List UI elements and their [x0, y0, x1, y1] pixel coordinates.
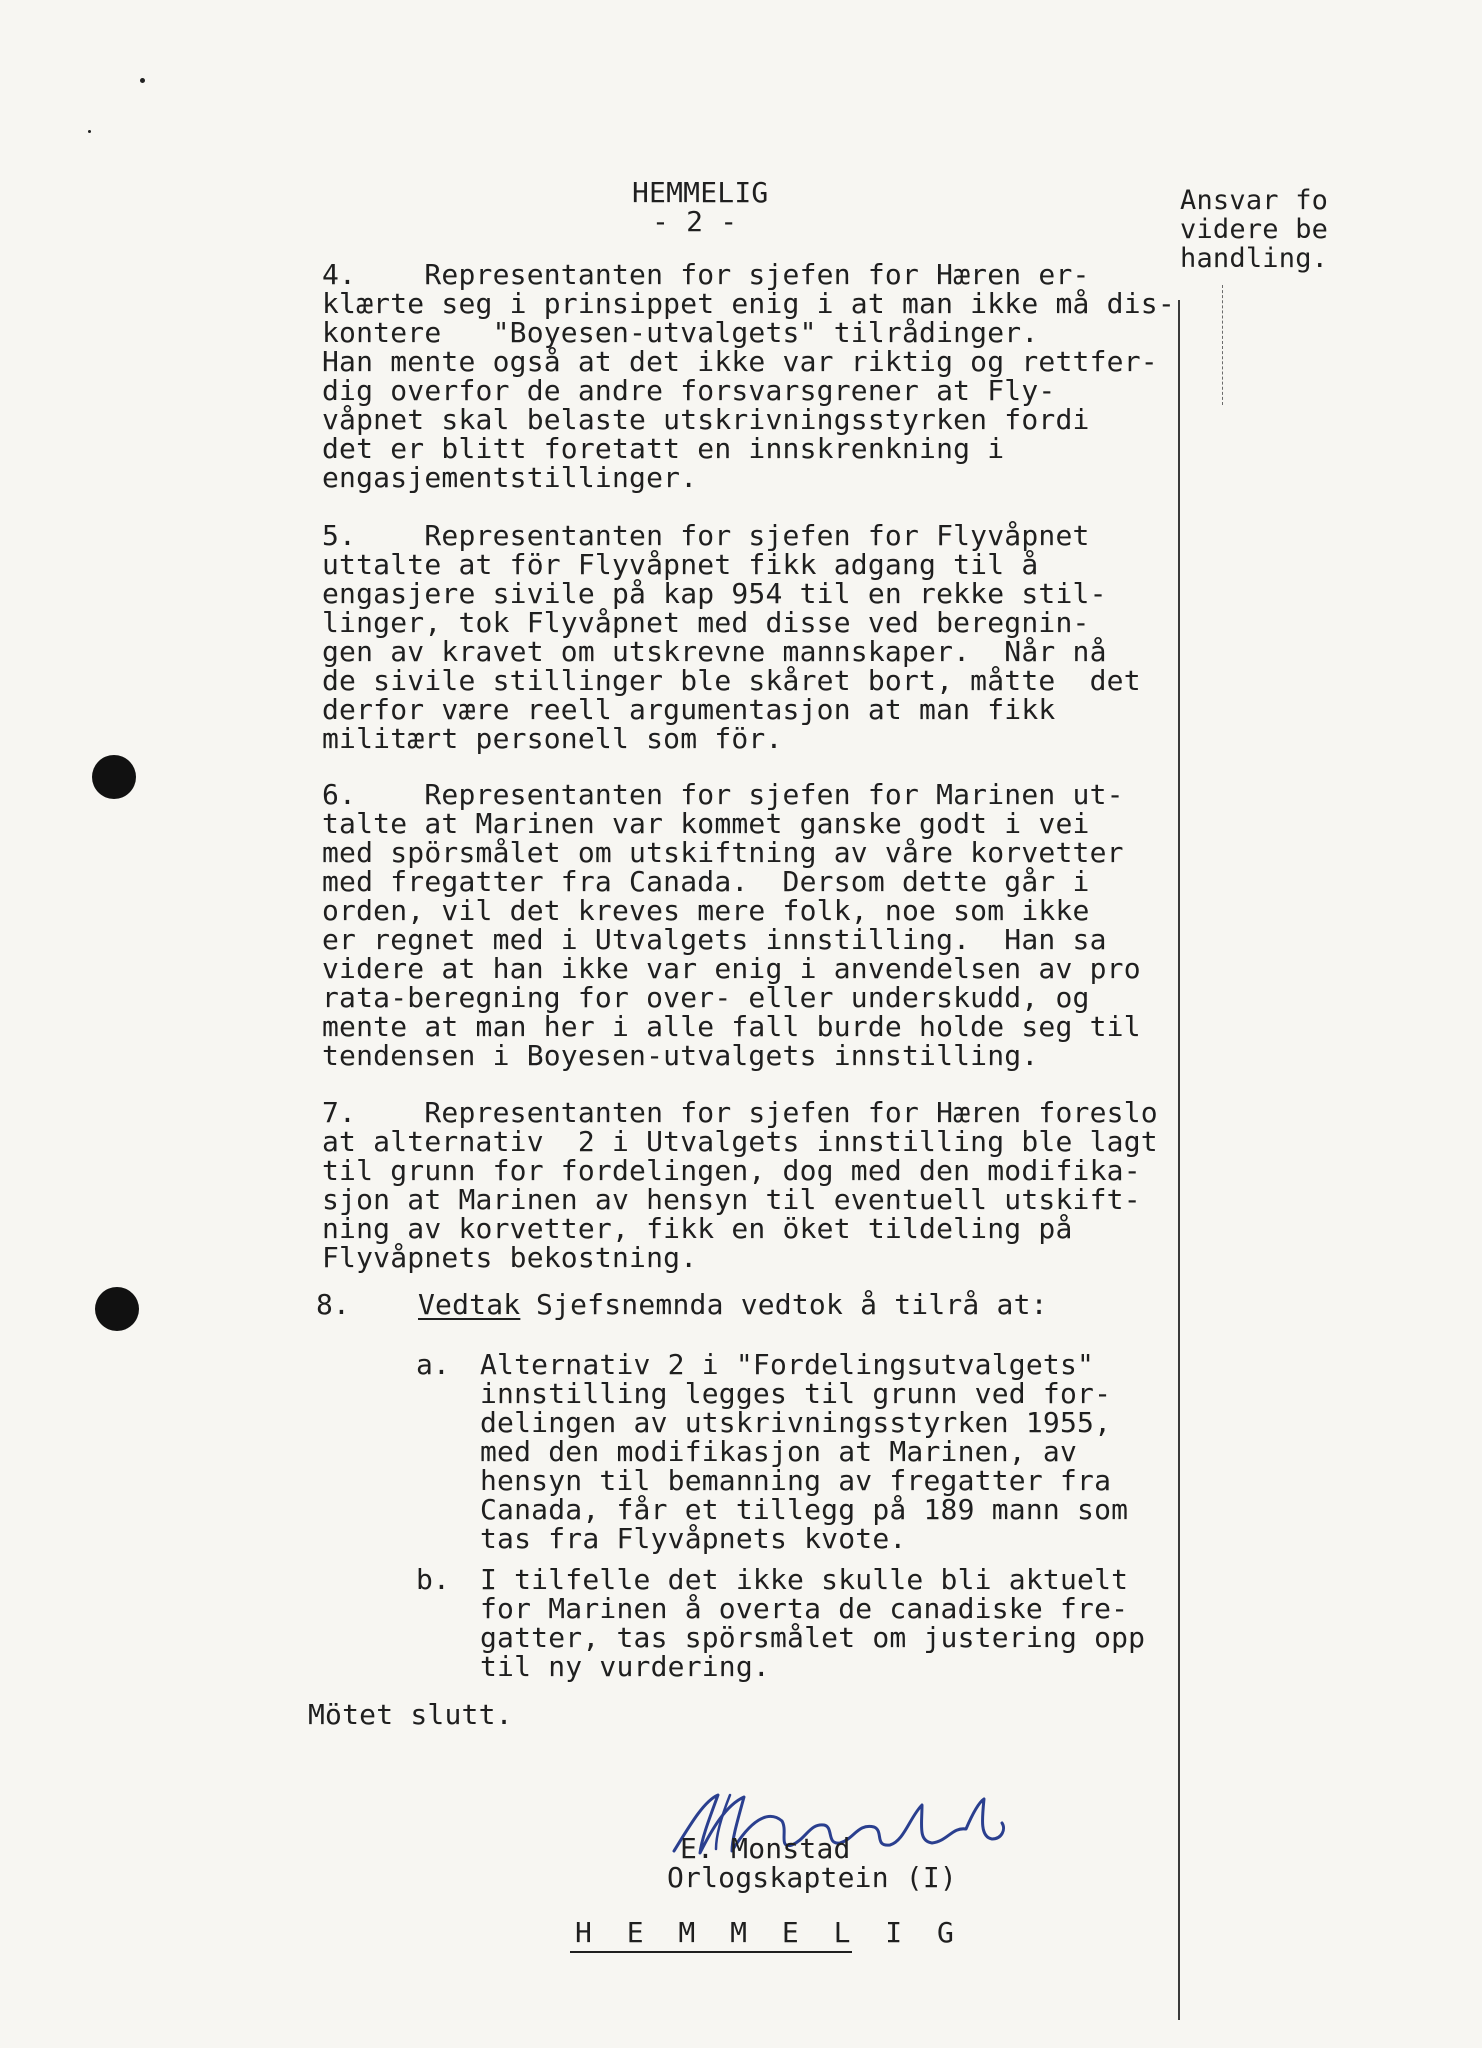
paragraph-6-line: er regnet med i Utvalgets innstilling. Han sa [322, 923, 1107, 956]
paragraph-6-line: mente at man her i alle fall burde holde seg til [322, 1010, 1141, 1043]
paragraph-7-line: 7. Representanten for sjefen for Hæren foreslo [322, 1096, 1158, 1129]
item-b-line: gatter, tas spörsmålet om justering opp [480, 1621, 1146, 1654]
paragraph-6-line: med spörsmålet om utskiftning av våre korvetter [322, 836, 1124, 869]
paragraph-6-line: med fregatter fra Canada. Dersom dette går i [322, 865, 1090, 898]
paragraph-4-line: det er blitt foretatt en innskrenkning i [322, 432, 1005, 465]
item-b-letter: b. [416, 1563, 451, 1596]
margin-note-line: Ansvar fo [1180, 185, 1329, 216]
paragraph-5-line: gen av kravet om utskrevne mannskaper. Når nå [322, 635, 1107, 668]
paragraph-4-line: dig overfor de andre forsvarsgrener at Fly- [322, 374, 1056, 407]
item-a-line: delingen av utskrivningsstyrken 1955, [480, 1406, 1112, 1439]
item-b-line: I tilfelle det ikke skulle bli aktuelt [480, 1563, 1129, 1596]
page-number: - 2 - [652, 205, 738, 238]
item-a-line: innstilling legges til grunn ved for- [480, 1377, 1112, 1410]
paragraph-6-line: videre at han ikke var enig i anvendelsen av pro [322, 952, 1141, 985]
paragraph-4-line: 4. Representanten for sjefen for Hæren er- [322, 258, 1090, 291]
paragraph-6-line: orden, vil det kreves mere folk, noe som ikke [322, 894, 1090, 927]
paragraph-5-line: uttalte at för Flyvåpnet fikk adgang til å [322, 548, 1039, 581]
margin-note-line: handling. [1180, 243, 1329, 274]
punch-hole [92, 755, 136, 799]
paragraph-7-line: at alternativ 2 i Utvalgets innstilling ble lagt [322, 1125, 1158, 1158]
resolution-text: Sjefsnemnda vedtok å tilrå at: [536, 1288, 1048, 1321]
closing-text: Mötet slutt. [308, 1698, 513, 1731]
paragraph-7-line: til grunn for fordelingen, dog med den modifika- [322, 1154, 1141, 1187]
margin-rule [1178, 300, 1180, 2020]
item-a-line: med den modifikasjon at Marinen, av [480, 1435, 1078, 1468]
paragraph-6-line: talte at Marinen var kommet ganske godt i vei [322, 807, 1090, 840]
header-classification: HEMMELIG [632, 176, 769, 209]
paragraph-5-line: 5. Representanten for sjefen for Flyvåpnet [322, 519, 1090, 552]
paragraph-5-line: engasjere sivile på kap 954 til en rekke stil- [322, 577, 1107, 610]
signatory-name: E. Monstad [680, 1832, 851, 1865]
footer-underline [570, 1951, 852, 1953]
resolution-label: Vedtak [418, 1288, 521, 1321]
punch-hole [95, 1287, 139, 1331]
paragraph-5-line: derfor være reell argumentasjon at man fikk [322, 693, 1056, 726]
ink-speck [88, 130, 91, 133]
item-b-line: for Marinen å overta de canadiske fre- [480, 1592, 1129, 1625]
paragraph-5-line: militært personell som för. [322, 722, 783, 755]
paragraph-5-line: de sivile stillinger ble skåret bort, måtte det [322, 664, 1141, 697]
paragraph-7-line: ning av korvetter, fikk en öket tildeling på [322, 1212, 1073, 1245]
paragraph-8-number: 8. [316, 1288, 351, 1321]
margin-note-line: videre be [1180, 214, 1329, 245]
margin-rule-dashed [1222, 285, 1224, 405]
item-a-line: Alternativ 2 i "Fordelingsutvalgets" [480, 1348, 1095, 1381]
paragraph-5-line: linger, tok Flyvåpnet med disse ved beregnin- [322, 606, 1090, 639]
paragraph-6-line: tendensen i Boyesen-utvalgets innstilling. [322, 1039, 1039, 1072]
paragraph-4-line: engasjementstillinger. [322, 461, 698, 494]
ink-speck [140, 78, 145, 83]
paragraph-7-line: sjon at Marinen av hensyn til eventuell utskift- [322, 1183, 1141, 1216]
paragraph-4-line: Han mente også at det ikke var riktig og rettfer- [322, 345, 1158, 378]
paragraph-4-line: klærte seg i prinsippet enig i at man ikke må dis- [322, 287, 1175, 320]
paragraph-6-line: rata-beregning for over- eller underskudd, og [322, 981, 1090, 1014]
item-a-line: Canada, får et tillegg på 189 mann som [480, 1493, 1129, 1526]
paragraph-7-line: Flyvåpnets bekostning. [322, 1241, 698, 1274]
item-a-letter: a. [416, 1348, 451, 1381]
footer-classification: H E M M E L I G [575, 1916, 963, 1949]
paragraph-4-line: kontere "Boyesen-utvalgets" tilrådinger. [322, 316, 1039, 349]
item-a-line: hensyn til bemanning av fregatter fra [480, 1464, 1112, 1497]
item-a-line: tas fra Flyvåpnets kvote. [480, 1522, 907, 1555]
paragraph-6-line: 6. Representanten for sjefen for Marinen ut- [322, 778, 1124, 811]
paragraph-4-line: våpnet skal belaste utskrivningsstyrken fordi [322, 403, 1090, 436]
signatory-rank: Orlogskaptein (I) [667, 1861, 957, 1894]
item-b-line: til ny vurdering. [480, 1650, 770, 1683]
